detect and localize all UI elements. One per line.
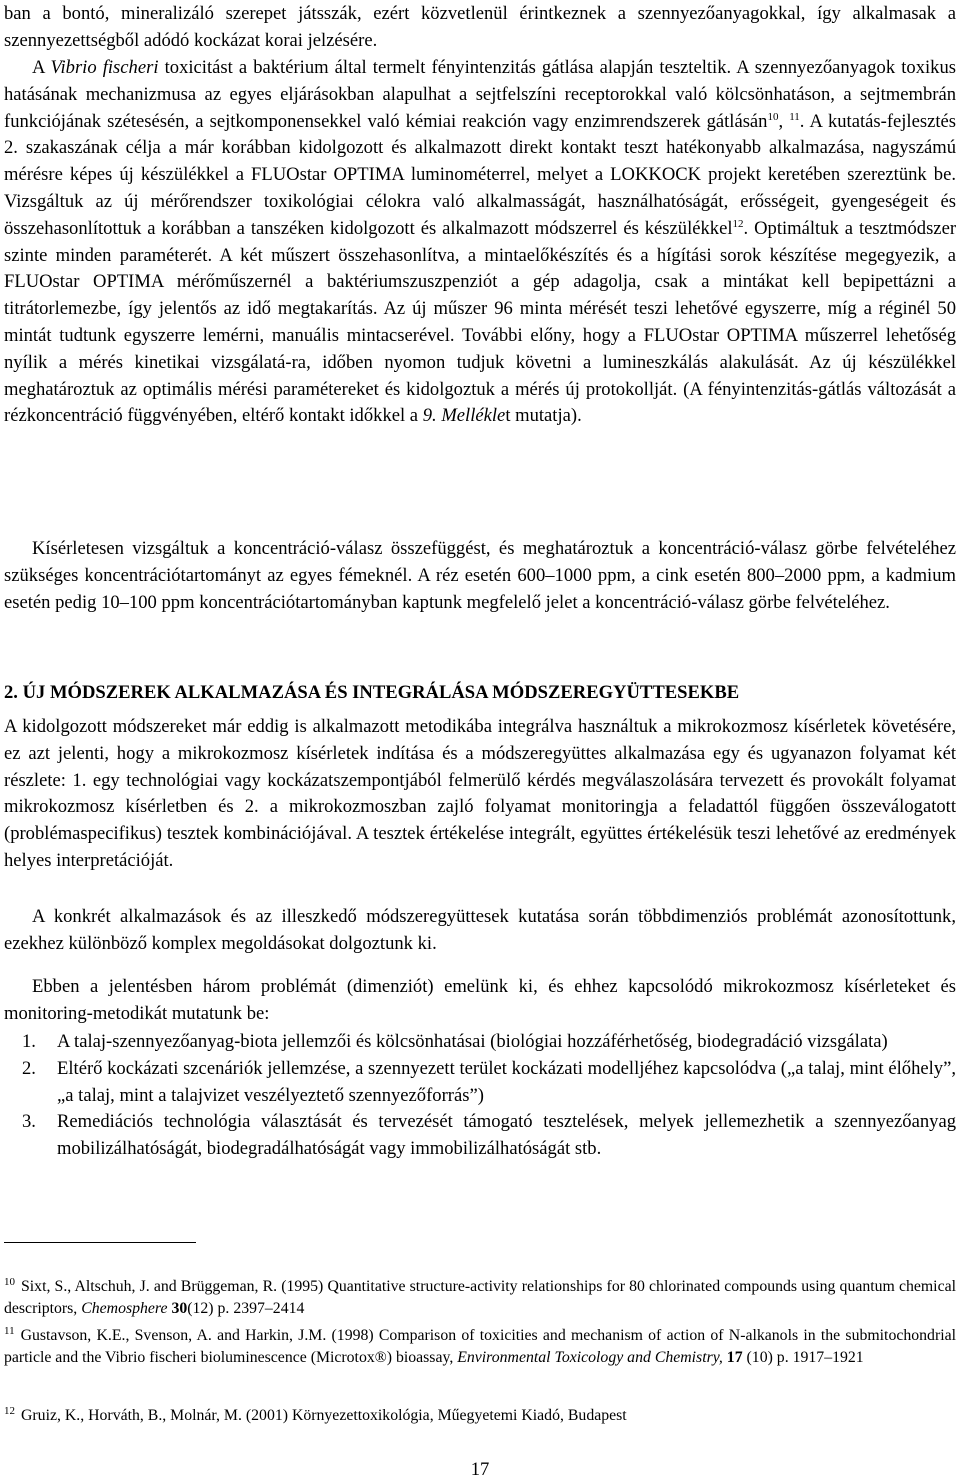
ref-separator: ,: [778, 110, 790, 132]
paragraph-text: Ebben a jelentésben három problémát (dimenziót) emelünk ki, és ehhez kapcsolódó mikrokozmosz kísérleteket és monitoring-metodikát mutatunk be:: [4, 976, 956, 1024]
paragraph-methods-integration: [4, 714, 956, 875]
footnote-number: 12: [4, 1405, 15, 1417]
paragraph-concrete-applications: [4, 904, 956, 958]
journal-title: Chemosphere: [81, 1299, 168, 1317]
footnote-ref-12[interactable]: 12: [732, 217, 744, 230]
list-item: [4, 1109, 956, 1163]
journal-volume: 30: [171, 1299, 188, 1317]
footnote-12: [4, 1405, 956, 1427]
species-name: Vibrio fischeri: [50, 57, 159, 78]
paragraph-text: toxicitást a baktérium által termelt fényintenzitás gátlása alapján teszteltik. A szennyezőanyagok toxikus hatásának mechanizmusa az egyes eljárásokban alapulhat a sejtfelszíni receptorokkal való kölcsönhatáson, a sejtmembrán funkciójának szétesésén, a sejtkomponensekkel való kémiai reakción vagy enzimrendszerek gátlásán: [4, 57, 956, 132]
paragraph-concentration-response: [4, 536, 956, 616]
section-heading: 2. ÚJ MÓDSZEREK ALKALMAZÁSA ÉS INTEGRÁLÁSA MÓDSZEREGYÜTTESEKBE: [4, 682, 740, 703]
paragraph-text: . Optimáltuk a tesztmódszer szinte minden paraméterét. A két műszert összehasonlítva, a mintaelőkészítés és a hígítási sorok készítése megegyezik, a FLUOstar OPTIMA mérőműszernél a baktériumszuszpenziót a gép adagolja, csak a mintákat kell bepipettázni a titrátorlemezbe, így jelentős az idő megtakarítás. Az új műszer 96 minta mérését teszi lehetővé egyszerre, míg a réginél 50 mintát tudtunk egyszerre lemérni, manuális mintacserével. További előny, hogy a FLUOstar OPTIMA műszerrel lehetőség nyílik a mérés kinetikai vizsgálatá-ra, időben nyomon tudjuk követni a lumineszkálás alakulását. Az új készülékkel meghatároztuk az optimális mérési paramétereket és kidolgoztuk a mérés új protokollját. (A fényintenzitás-gátlás változását a rézkoncentráció függvényében, eltérő kontakt időkkel a: [4, 217, 957, 427]
appendix-reference: 9. Mellékle: [422, 405, 506, 427]
list-item: [4, 1029, 956, 1056]
journal-volume: 17: [726, 1348, 743, 1366]
page-number: 17: [470, 1459, 490, 1480]
list-item: [4, 1056, 956, 1110]
footnote-11: [4, 1325, 956, 1368]
problem-list: [4, 1029, 956, 1163]
footnote-10: [4, 1276, 956, 1319]
paragraph-text: t mutatja).: [505, 405, 582, 427]
footnote-text: Sixt, S., Altschuh, J. and Brüggeman, R. (1995) Quantitative structure-activity relationships for 80 chlorinated compounds using quantum chemical descriptors,: [4, 1278, 956, 1317]
paragraph-text: A konkrét alkalmazások és az illeszkedő módszeregyüttesek kutatása során többdimenziós problémát azonosítottunk, ezekhez különböző komplex megoldásokat dolgoztunk ki.: [4, 906, 956, 954]
paragraph-text: ban a bontó, mineralizáló szerepet játsszák, ezért közvetlenül érintkeznek a szennyezőanyagokkal, így alkalmasak a szennyezettségből adódó kockázat korai jelzésére.: [4, 3, 956, 51]
paragraph-text: A: [32, 57, 51, 78]
list-item-text: Remediációs technológia választását és tervezését támogató tesztelések, melyek jellemezhetik a szennyezőanyag mobilizálhatóságát, biodegradálhatóságát vagy immobilizálhatóságát stb.: [57, 1111, 956, 1160]
footnote-text: Gruiz, K., Horváth, B., Molnár, M. (2001) Környezettoxikológia, Műegyetemi Kiadó, Budapest: [21, 1407, 627, 1424]
journal-title: Environmental Toxicology and Chemistry,: [457, 1348, 723, 1366]
paragraph-vibrio-fischeri: [4, 55, 956, 430]
footnote-text: Gustavson, K.E., Svenson, A. and Harkin, J.M. (1998) Comparison of toxicities and mechanism of action of N-alkanols in the submitochondrial particle and the Vibrio fischeri bioluminescence (Microtox®) bioassay,: [4, 1327, 956, 1366]
footnote-number: 11: [4, 1325, 15, 1337]
list-item-number: 3.: [22, 1111, 36, 1133]
paragraph-intro-continuation: [4, 1, 956, 55]
list-item-number: 1.: [22, 1031, 36, 1052]
list-item-number: 2.: [22, 1057, 36, 1079]
list-item-text: Eltérő kockázati szcenáriók jellemzése, a szennyezett terület kockázati modelljéhez kapcsolódva („a talaj, mint élőhely”, „a talaj, mint a talajvizet veszélyeztető szennyezőforrás”): [57, 1057, 956, 1106]
footnote-text: (10) p. 1917–1921: [742, 1348, 864, 1366]
paragraph-text: . A kutatás-fejlesztés 2. szakaszának célja a már korábban kidolgozott és alkalmazott direkt kontakt teszt hatékonyabb alkalmazása, nagyszámú mérésre képes új készülékkel a FLUOstar OPTIMA luminométerrel, melyet a LOKKOCK projekt keretében szereztünk be. Vizsgáltuk az új mérőrendszer toxikológiai célokra való alkalmasságát, használhatóságát, erősségeit, gyengeségeit és összehasonlítottuk a korábban a tanszéken kidolgozott és alkalmazott módszerrel és készülékkel: [4, 110, 956, 239]
paragraph-three-problems: [4, 974, 956, 1028]
footnote-ref-11[interactable]: 11: [789, 110, 800, 123]
footnote-ref-10[interactable]: 10: [767, 110, 779, 123]
paragraph-text: Kísérletesen vizsgáltuk a koncentráció-válasz összefüggést, és meghatároztuk a koncentráció-válasz görbe felvételéhez szükséges koncentrációtartományt az egyes fémeknél. A réz esetén 600–1000 ppm, a cink esetén 800–2000 ppm, a kadmium esetén pedig 10–100 ppm koncentrációtartományban kaptunk megfelelő jelet a koncentráció-válasz görbe felvételéhez.: [4, 538, 956, 613]
footnote-separator: [4, 1242, 196, 1243]
paragraph-text: A kidolgozott módszereket már eddig is alkalmazott metodikába integrálva használtuk a mikrokozmosz kísérletek követésére, ez azt jelenti, hogy a mikrokozmosz kísérletek indítása és a módszeregyüttes alkalmazása egy és ugyanazon folyamat két részlete: 1. egy technológiai vagy kockázatszempontjából felmerülő kérdés megválaszolására tervezett és provokált folyamat mikrokozmosz kísérletben és 2. a mikrokozmoszban zajló folyamat monitoringja a feladattól függően összeválogatott (problémaspecifikus) tesztek kombinációjával. A tesztek értékelése integrált, együttes értékelésük teszi lehetővé az eredmények helyes interpretációját.: [4, 716, 956, 871]
footnote-text: (12) p. 2397–2414: [187, 1299, 305, 1317]
footnote-number: 10: [4, 1276, 15, 1288]
list-item-text: A talaj-szennyezőanyag-biota jellemzői és kölcsönhatásai (biológiai hozzáférhetőség, biodegradáció vizsgálata): [57, 1031, 888, 1052]
